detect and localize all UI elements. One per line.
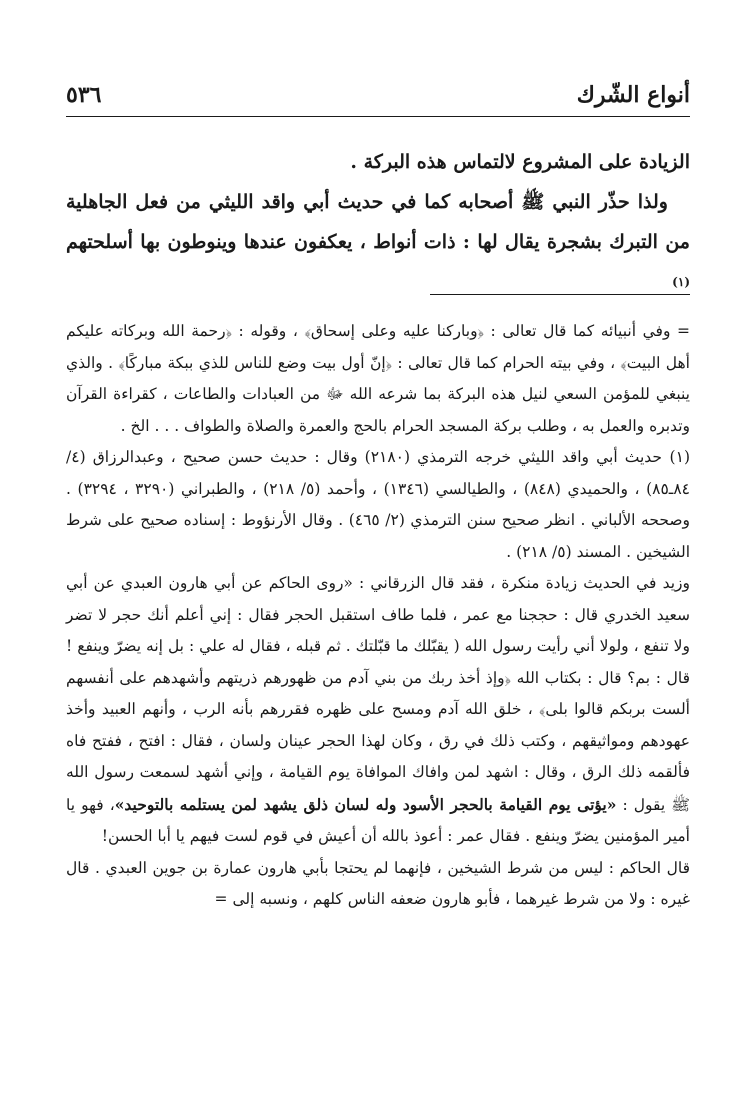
- footnote-ref: (١): [672, 275, 690, 289]
- footnotes: [66, 316, 690, 916]
- footnote-continuation: = وفي أنبيائه كما قال تعالى : ﴿وباركنا عليه وعلى إسحاق﴾ ، وقوله : ﴿رحمة الله وبركاته عليكم أهل البيت﴾ ، وفي بيته الحرام كما قال تعالى : ﴿إنّ أول بيت وضع للناس للذي ببكة مباركًا﴾ . والذي ينبغي للمؤمن السعي لنيل هذه البركة بما شرعه الله ﷻ من العبادات والطاعات ، كقراءة القرآن وتدبره والعمل به ، وطلب بركة المسجد الحرام بالحج والعمرة والصلاة والطواف . . . الخ .: [66, 322, 690, 435]
- footnote-separator: [430, 294, 690, 295]
- running-title: أنواع الشّرك: [576, 82, 690, 108]
- main-text: [66, 142, 690, 307]
- footnote-text: وزيد في الحديث زيادة منكرة ، فقد قال الزرقاني : «روى الحاكم عن أبي هارون العبدي عن أبي سعيد الخدري قال : حججنا مع عمر ، فلما طاف استقبل الحجر فقال : إني أعلم أنك حجر لا تضر ولا تنفع ، ولولا أني رأيت رسول الله ( يقبّلك ما قبّلتك . ثم قبله ، فقال له علي : بل إنه يضرّ وينفع ! قال : بم؟ قال : بكتاب الله ﴿وإذ أخذ ربك من بني آدم من ظهورهم ذريتهم وأشهدهم على أنفسهم ألست بربكم قالوا بلى﴾ ، خلق الله آدم ومسح على ظهره فقررهم بأنه الرب ، وأنهم العبيد وأخذ عهودهم ومواثيقهم ، وكتب ذلك في رق ، وكان لهذا الحجر عينان ولسان ، فقال : افتح ، ففتح فاه فألقمه ذلك الرق ، وقال : اشهد لمن وافاك الموافاة يوم القيامة ، وإني أشهد لسمعت رسول الله ﷺ يقول :: [66, 574, 690, 814]
- footnote-paragraph: [66, 568, 690, 853]
- page-number: ٥٣٦: [66, 82, 102, 108]
- footnote-paragraph: قال الحاكم : ليس من شرط الشيخين ، فإنهما لم يحتجا بأبي هارون عمارة بن جوين العبدي . قال غيره : ولا من شرط غيرهما ، فأبو هارون ضعفه الناس كلهم ، ونسبه إلى =: [66, 858, 690, 908]
- paragraph: الزيادة على المشروع لالتماس هذه البركة .: [350, 151, 690, 173]
- footnote-text: ، فهو يا أمير المؤمنين يضرّ وينفع . فقال عمر : أعوذ بالله أن أعيش في قوم لست فيهم يا أبا الحسن!: [66, 795, 690, 845]
- hadith-quote: «يؤتى يوم القيامة بالحجر الأسود وله لسان ذلق يشهد لمن يستلمه بالتوحيد»: [114, 794, 617, 814]
- footnote-1: [66, 442, 690, 568]
- footnote-text: حديث أبي واقد الليثي خرجه الترمذي (٢١٨٠) وقال : حديث حسن صحيح ، وعبدالرزاق (٤/ ٨٤ـ٨٥) ، والحميدي (٨٤٨) ، والطيالسي (١٣٤٦) ، وأحمد (٥/ ٢١٨) ، والطبراني (٣٢٩٠ ، ٣٢٩٤) . وصححه الألباني . انظر صحيح سنن الترمذي (٢/ ٤٦٥) . وقال الأرنؤوط : إسناده صحيح على شرط الشيخين . المسند (٥/ ٢١٨) .: [66, 448, 690, 561]
- paragraph: [66, 182, 690, 307]
- footnote-number: (١): [669, 448, 690, 466]
- page-header: [66, 80, 690, 117]
- paragraph-text: ولذا حذّر النبي ﷺ أصحابه كما في حديث أبي واقد الليثي من فعل الجاهلية من التبرك بشجرة يقال لها : ذات أنواط ، يعكفون عندها وينوطون بها أسلحتهم: [66, 191, 690, 253]
